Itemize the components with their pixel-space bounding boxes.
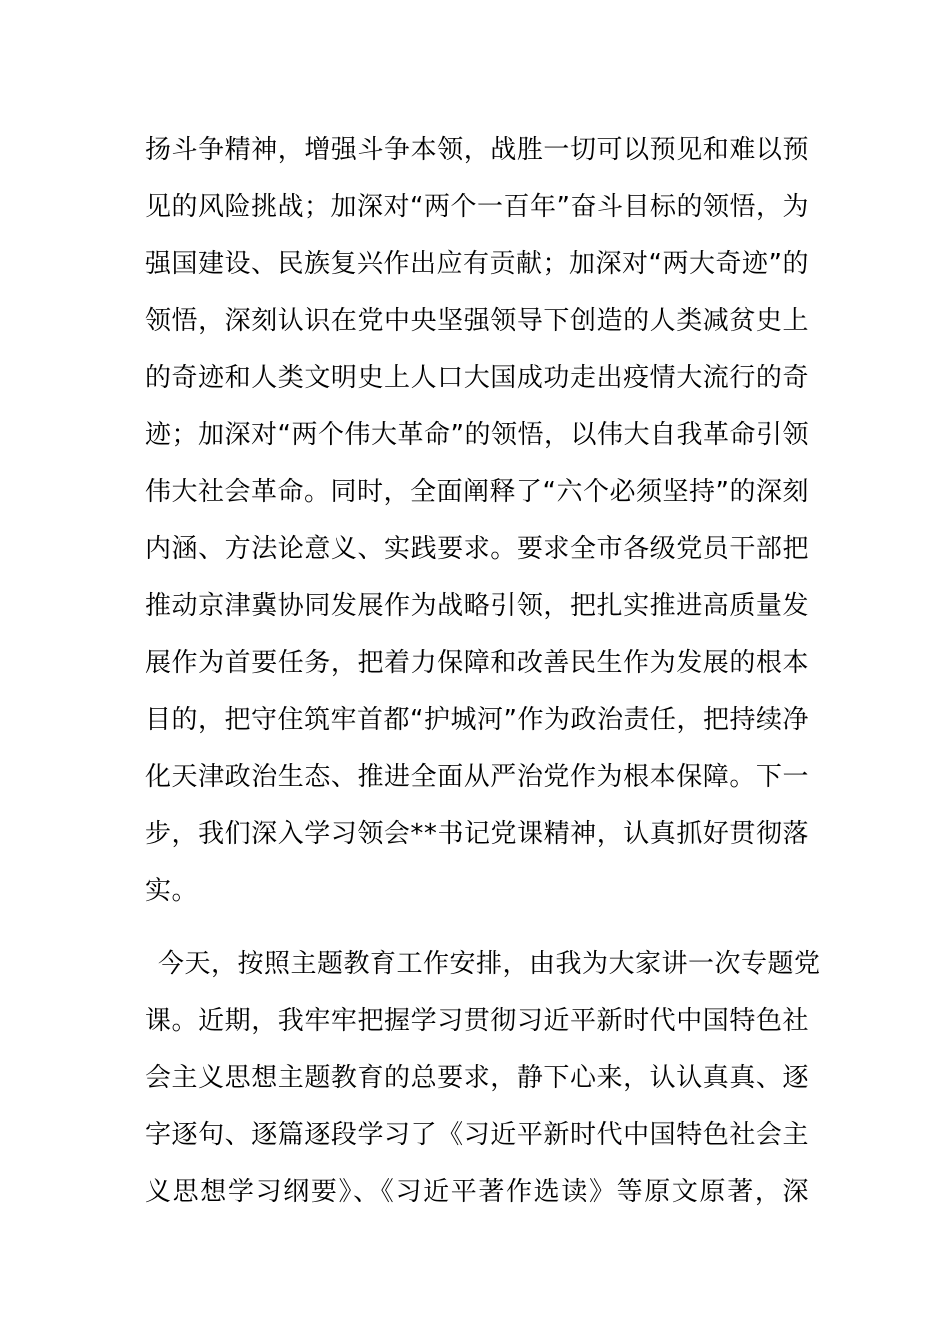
text-line: 课。近期，我牢牢把握学习贯彻习近平新时代中国特色社 — [145, 1006, 809, 1036]
text-line: 内涵、方法论意义、实践要求。要求全市各级党员干部把 — [145, 534, 809, 564]
text-line: 字逐句、逐篇逐段学习了《习近平新时代中国特色社会主 — [145, 1120, 809, 1150]
text-line: 迹；加深对“两个伟大革命”的领悟，以伟大自我革命引领 — [145, 420, 809, 450]
text-line: 伟大社会革命。同时，全面阐释了“六个必须坚持”的深刻 — [145, 477, 809, 507]
text-line: 领悟，深刻认识在党中央坚强领导下创造的人类减贫史上 — [145, 306, 809, 336]
text-line: 展作为首要任务，把着力保障和改善民生作为发展的根本 — [145, 648, 809, 678]
paragraph-new — [145, 936, 821, 1221]
text-line: 强国建设、民族复兴作出应有贡献；加深对“两大奇迹”的 — [145, 249, 809, 279]
text-line: 的奇迹和人类文明史上人口大国成功走出疫情大流行的奇 — [145, 363, 809, 393]
text-line: 会主义思想主题教育的总要求，静下心来，认认真真、逐 — [145, 1063, 809, 1093]
text-line: 化天津政治生态、推进全面从严治党作为根本保障。下一 — [145, 762, 809, 792]
text-line: 今天，按照主题教育工作安排，由我为大家讲一次专题党 — [158, 949, 821, 979]
paragraph-continued — [145, 122, 809, 920]
text-line: 义思想学习纲要》、《习近平著作选读》等原文原著，深 — [145, 1177, 809, 1207]
text-line: 见的风险挑战；加深对“两个一百年”奋斗目标的领悟，为 — [145, 192, 809, 222]
text-line: 目的，把守住筑牢首都“护城河”作为政治责任，把持续净 — [145, 705, 809, 735]
text-line: 实。 — [145, 876, 199, 906]
text-line: 推动京津冀协同发展作为战略引领，把扎实推进高质量发 — [145, 591, 809, 621]
text-line: 扬斗争精神，增强斗争本领，战胜一切可以预见和难以预 — [145, 135, 809, 165]
text-line: 步，我们深入学习领会**书记党课精神，认真抓好贯彻落 — [145, 819, 809, 849]
